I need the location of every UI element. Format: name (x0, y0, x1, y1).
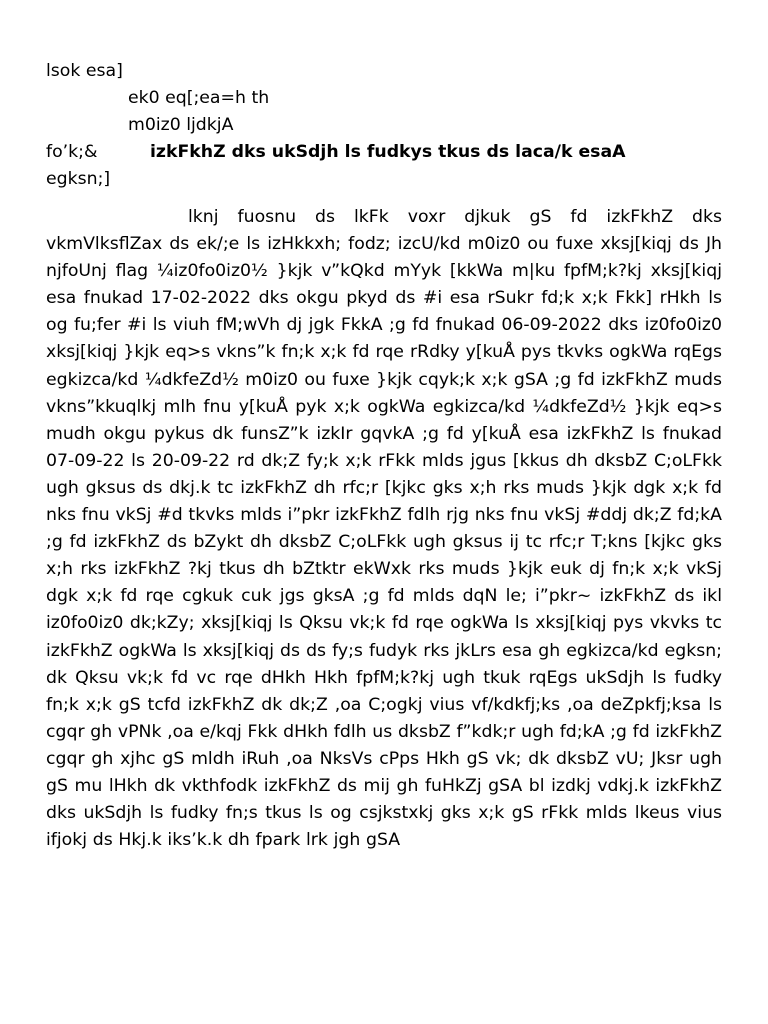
letter-body: lknj fuosnu ds lkFk voxr djkuk gS fd izkFkhZ dks vkmVlksflZax ds ek/;e ls izHkkxh; fodz; izcU/kd m0iz0 ou fuxe xksj[kiqj ds Jh njfoUnj flag ¼iz0fo0iz0½ }kjk v”kQkd mYyk [kkWa m|ku fpfM;k?kj xksj[kiqj esa fnukad 17-02-2022 dks okgu pkyd ds #i esa rSukr fd;k x;k Fkk] rHkh ls og fu;fer #i ls viuh fM;wVh dj jgk FkkA ;g fd fnukad 06-09-2022 dks iz0fo0iz0 xksj[kiqj }kjk eq>s vkns”k fn;k x;k fd rqe rRdky y[kuÅ pys tkvks ogkWa rqEgs egkizca/kd ¼dkfeZd½ m0iz0 ou fuxe }kjk cqyk;k x;k gSA ;g fd izkFkhZ muds vkns”kkuqlkj mlh fnu y[kuÅ pyk x;k ogkWa egkizca/kd ¼dkfeZd½ }kjk eq>s mudh okgu pykus dk funsZ”k izkIr gqvkA ;g fd y[kuÅ esa izkFkhZ ls fnukad 07-09-22 ls 20-09-22 rd dk;Z fy;k x;k rFkk mlds jgus [kkus dh dksbZ C;oLFkk ugh gksus ds dkj.k tc izkFkhZ dh rfc;r [kjkc gks x;h rks muds }kjk dgk x;k fd nks fnu vkSj #d tkvks mlds i”pkr izkFkhZ fdlh rjg nks fnu vkSj #ddj dk;Z fd;kA ;g fd izkFkhZ ds bZykt dh dksbZ C;oLFkk ugh gksus ij tc rfc;r T;kns [kjkc gks x;h rks izkFkhZ ?kj tkus dh bZtktr ekWxk rks muds }kjk euk dj fn;k x;k vkSj dgk x;k fd rqe cgkuk cuk jgs gksA ;g fd mlds dqN le; i”pkr~ izkFkhZ ds ikl iz0fo0iz0 dk;kZy; xksj[kiqj ls Qksu vk;k fd rqe ogkWa ls xksj[kiqj pys vkvks tc izkFkhZ ogkWa ls xksj[kiqj ds ds fy;s fudyk rks jkLrs esa gh egkizca/kd egksn; dk Qksu vk;k fd vc rqe dHkh Hkh fpfM;k?kj ugh tkuk rqEgs ukSdjh ls fudky fn;k x;k gS tcfd izkFkhZ dk dk;Z ,oa C;ogkj vius vf/kdkfj;ks ,oa deZpkfj;ksa ls cgqr gh vPNk ,oa e/kqj Fkk dHkh fdlh us dksbZ f”kdk;r ugh fd;kA ;g fd izkFkhZ cgqr gh xjhc gS mldh iRuh ,oa NksVs cPps Hkh gS vk; dk dksbZ vU; Jksr ugh gS mu lHkh dk vkthfodk izkFkhZ ds mij gh fuHkZj gSA bl izdkj vdkj.k izkFkhZ dks ukSdjh ls fudky fn;s tkus ls og csjkstxkj gks x;k gS rFkk mlds lkeus vius ifjokj ds Hkj.k iks’k.k dh fpark lrk jgh gSA (46, 207, 722, 851)
greeting: egksn;] (46, 169, 111, 189)
subject-label: fo’k;& (46, 142, 98, 162)
salutation-to: lsok esa] (46, 61, 123, 81)
letter-page (46, 58, 722, 854)
subject-text: izkFkhZ dks ukSdjh ls fudkys tkus ds laca/k esaA (150, 142, 626, 162)
addressee-line-2: m0iz0 ljdkjA (128, 115, 234, 135)
addressee-line-1: ek0 eq[;ea=h th (128, 88, 270, 108)
subject-line (46, 139, 722, 166)
